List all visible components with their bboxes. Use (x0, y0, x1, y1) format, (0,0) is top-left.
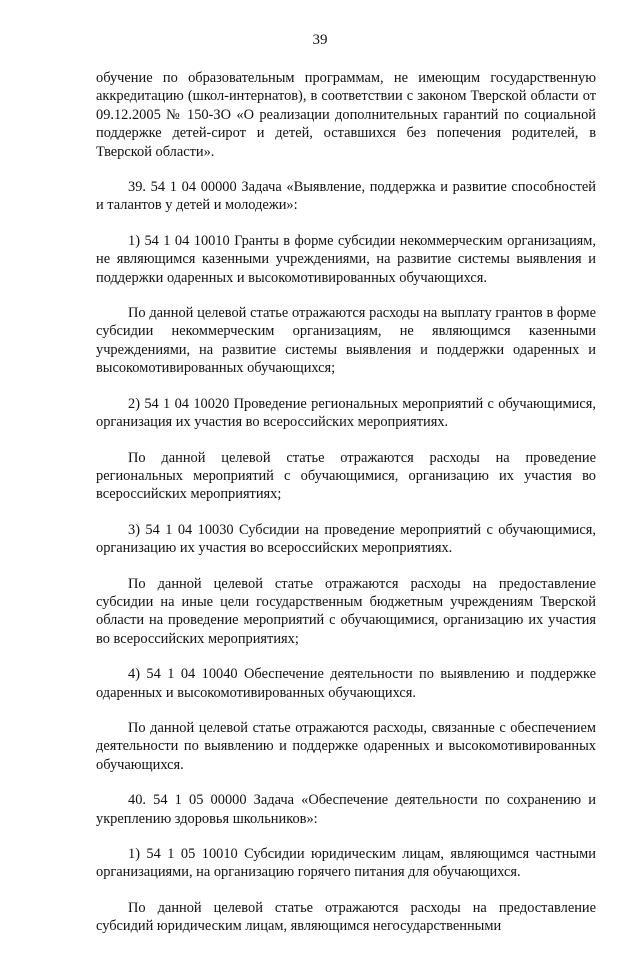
paragraph-item-39-3: 3) 54 1 04 10030 Субсидии на проведение мероприятий с обучающимися, организацию их участия во всероссийских мероприятиях. (96, 521, 596, 557)
paragraph-item-39-2-description: По данной целевой статье отражаются расходы на проведение региональных мероприятий с обучающимися, организацию их участия во всероссийских мероприятиях; (96, 449, 596, 503)
paragraph-item-39-4-description: По данной целевой статье отражаются расходы, связанные с обеспечением деятельности по выявлению и поддержке одаренных и высокомотивированных обучающихся. (96, 719, 596, 773)
paragraph-item-39-3-description: По данной целевой статье отражаются расходы на предоставление субсидии на иные цели государственным бюджетным учреждениям Тверской области на проведение мероприятий с обучающимися, организацию их участия во всероссийских мероприятиях; (96, 575, 596, 647)
paragraph-item-39-heading: 39. 54 1 04 00000 Задача «Выявление, поддержка и развитие способностей и талантов у детей и молодежи»: (96, 179, 596, 214)
paragraph-item-39-1-description: По данной целевой статье отражаются расходы на выплату грантов в форме субсидии некоммерческим организациям, не являющимся казенными учреждениями, на развитие системы выявления и поддержки одаренных и высокомотивированных обучающихся; (96, 305, 596, 377)
paragraph-item-39-4: 4) 54 1 04 10040 Обеспечение деятельности по выявлению и поддержке одаренных и высокомотивированных обучающихся. (96, 666, 596, 701)
page-number: 39 (312, 32, 328, 48)
paragraph-continuation: обучение по образовательным программам, не имеющим государственную аккредитацию (школ-интернатов), в соответствии с законом Тверской области от 09.12.2005 № 150-ЗО «О реализации дополнительных гарантий по социальной поддержке детей-сирот и детей, оставшихся без попечения родителей, в Тверской области». (96, 70, 596, 160)
paragraph-item-40-1-description: По данной целевой статье отражаются расходы на предоставление субсидий юридическим лицам, являющимся негосударственными (96, 899, 596, 935)
paragraph-item-40-heading: 40. 54 1 05 00000 Задача «Обеспечение деятельности по сохранению и укреплению здоровья школьников»: (96, 792, 596, 827)
paragraph-item-39-1: 1) 54 1 04 10010 Гранты в форме субсидии некоммерческим организациям, не являющимся казенными учреждениями, на развитие системы выявления и поддержки одаренных и высокомотивированных обучающихся. (96, 232, 596, 286)
document-body (96, 69, 596, 953)
paragraph-item-40-1: 1) 54 1 05 10010 Субсидии юридическим лицам, являющимся частными организациями, на организацию горячего питания для обучающихся. (96, 846, 596, 881)
paragraph-item-39-2: 2) 54 1 04 10020 Проведение региональных мероприятий с обучающимися, организация их участия во всероссийских мероприятиях. (96, 395, 596, 431)
